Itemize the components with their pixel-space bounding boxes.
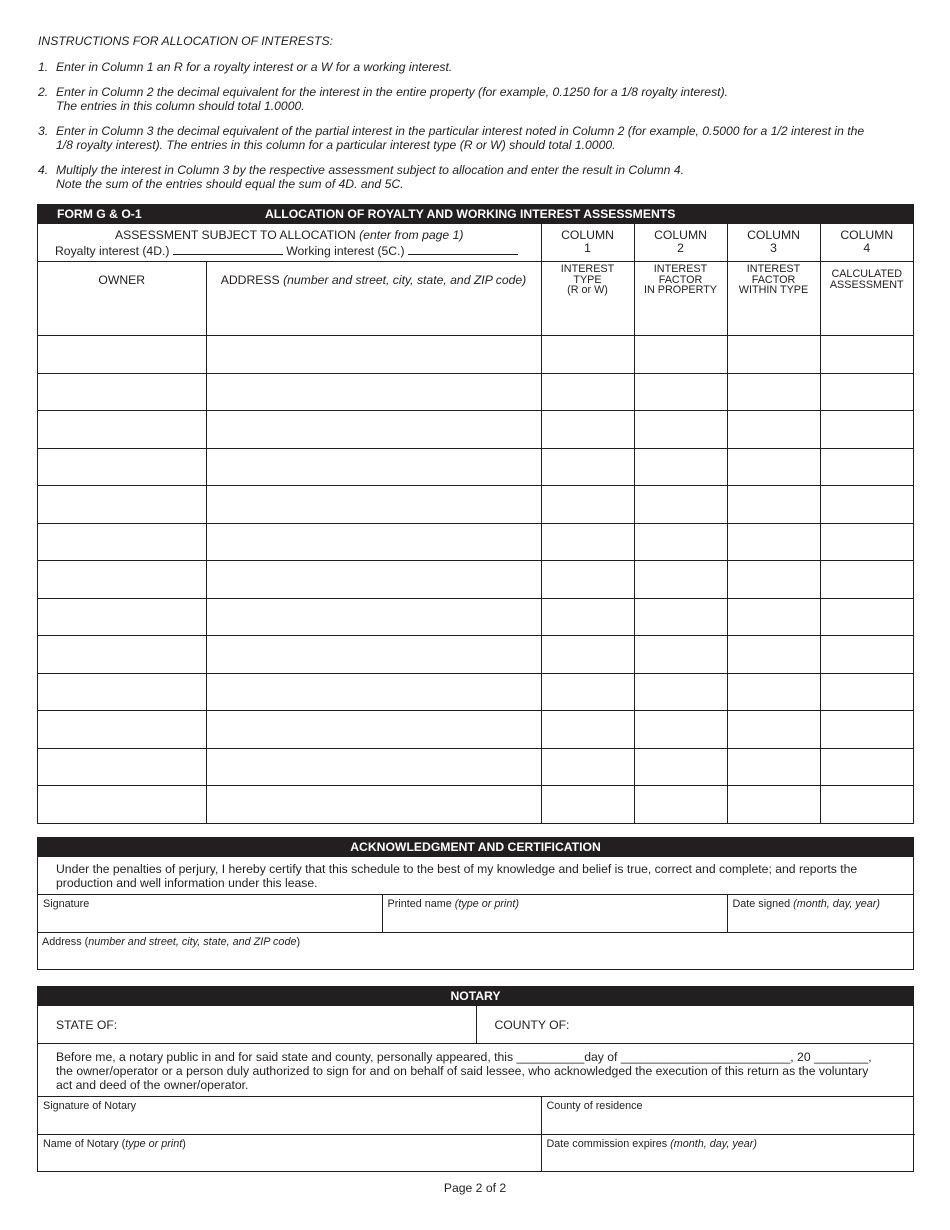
interest-factor-property-cell[interactable] — [634, 561, 727, 599]
owner-cell[interactable] — [38, 336, 206, 374]
column-3-header: COLUMN 3 — [727, 224, 820, 261]
calculated-assessment-cell[interactable] — [820, 373, 913, 411]
table-row — [38, 673, 913, 711]
notary-text: Before me, a notary public in and for said state and county, personally appeared, this __________day of _________________________, 20 ________, the owner/operator or a person duly authorized to sign for and on behalf of said lessee, who acknowledged the execution of this return as the voluntary act and deed of the owner/operator. — [38, 1043, 913, 1097]
calculated-assessment-cell[interactable] — [820, 786, 913, 824]
commission-expires-field[interactable]: Date commission expires (month, day, year) — [541, 1134, 915, 1171]
instruction-number: 3. — [38, 124, 49, 138]
instruction-text: Enter in Column 1 an R for a royalty interest or a W for a working interest. — [56, 60, 453, 74]
column-1-header: COLUMN 1 — [541, 224, 634, 261]
address-cell[interactable] — [206, 448, 541, 486]
calculated-assessment-cell[interactable] — [820, 486, 913, 524]
interest-factor-type-cell[interactable] — [727, 486, 820, 524]
owner-cell[interactable] — [38, 561, 206, 599]
owner-cell[interactable] — [38, 711, 206, 749]
table-row — [38, 598, 913, 636]
signature-label: Signature — [43, 898, 90, 910]
owner-cell[interactable] — [38, 673, 206, 711]
interest-factor-type-cell[interactable] — [727, 598, 820, 636]
owner-cell[interactable] — [38, 636, 206, 674]
interest-factor-type-cell[interactable] — [727, 411, 820, 449]
table-row — [38, 486, 913, 524]
interest-type-header: INTEREST TYPE (R or W) — [541, 261, 634, 298]
instructions — [38, 34, 918, 202]
owner-cell[interactable] — [38, 411, 206, 449]
owner-cell[interactable] — [38, 486, 206, 524]
interest-factor-property-cell[interactable] — [634, 598, 727, 636]
subject-hint: (enter from page 1) — [359, 228, 464, 242]
interest-factor-type-cell[interactable] — [727, 786, 820, 824]
interest-factor-property-cell[interactable] — [634, 448, 727, 486]
interest-type-cell[interactable] — [541, 373, 634, 411]
printed-name-field[interactable]: Printed name (type or print) — [382, 895, 727, 932]
interest-factor-type-cell[interactable] — [727, 336, 820, 374]
address-field[interactable]: Address (number and street, city, state, and ZIP code) — [38, 932, 913, 969]
address-cell[interactable] — [206, 748, 541, 786]
instruction-text: The entries in this column should total 1.0000. — [56, 99, 305, 113]
column-2-header: COLUMN 2 — [634, 224, 727, 261]
address-cell[interactable] — [206, 373, 541, 411]
address-cell[interactable] — [206, 411, 541, 449]
address-header: ADDRESS (number and street, city, state, and ZIP code) — [206, 261, 541, 298]
interest-factor-property-cell[interactable] — [634, 711, 727, 749]
interest-type-cell[interactable] — [541, 336, 634, 374]
owner-cell[interactable] — [38, 523, 206, 561]
assessment-subject-cell — [38, 224, 541, 261]
interest-factor-type-cell[interactable] — [727, 448, 820, 486]
interest-factor-type-cell[interactable] — [727, 748, 820, 786]
interest-factor-property-cell[interactable] — [634, 636, 727, 674]
interest-type-cell[interactable] — [541, 523, 634, 561]
owner-cell[interactable] — [38, 786, 206, 824]
subject-label: ASSESSMENT SUBJECT TO ALLOCATION — [115, 228, 356, 242]
interest-type-cell[interactable] — [541, 411, 634, 449]
instruction-number: 1. — [38, 60, 49, 74]
calculated-assessment-header: CALCULATED ASSESSMENT — [820, 261, 913, 298]
instruction-text: Multiply the interest in Column 3 by the respective assessment subject to allocation and enter the result in Column 4. — [56, 163, 684, 177]
calculated-assessment-cell[interactable] — [820, 448, 913, 486]
calculated-assessment-cell[interactable] — [820, 636, 913, 674]
interest-type-cell[interactable] — [541, 636, 634, 674]
owner-cell[interactable] — [38, 448, 206, 486]
table-row — [38, 298, 913, 336]
county-field[interactable]: COUNTY OF: — [476, 1006, 915, 1043]
interest-factor-type-cell[interactable] — [727, 298, 820, 336]
notary-signature-field[interactable]: Signature of Notary — [38, 1097, 541, 1134]
address-cell[interactable] — [206, 298, 541, 336]
interest-factor-property-cell[interactable] — [634, 523, 727, 561]
instruction-item — [38, 60, 918, 74]
acknowledgment-section — [37, 837, 914, 970]
instruction-text: 1/8 royalty interest). The entries in this column for a particular interest type (R or W) should total 1.0000. — [56, 138, 616, 152]
table-row — [38, 711, 913, 749]
calculated-assessment-cell[interactable] — [820, 298, 913, 336]
interest-factor-type-cell[interactable] — [727, 523, 820, 561]
instructions-title: INSTRUCTIONS FOR ALLOCATION OF INTERESTS: — [38, 34, 334, 48]
interest-type-cell[interactable] — [541, 298, 634, 336]
interest-type-cell[interactable] — [541, 448, 634, 486]
allocation-table — [38, 224, 913, 823]
notary-name-field[interactable]: Name of Notary (type or print) — [38, 1134, 541, 1171]
state-field[interactable]: STATE OF: — [38, 1006, 476, 1043]
instruction-item — [38, 85, 918, 113]
form-id: FORM G & O-1 — [57, 207, 142, 221]
calculated-assessment-cell[interactable] — [820, 711, 913, 749]
allocation-title: ALLOCATION OF ROYALTY AND WORKING INTEREST ASSESSMENTS — [265, 207, 676, 221]
allocation-rows — [38, 298, 913, 823]
table-row — [38, 448, 913, 486]
allocation-header-bar — [38, 205, 913, 224]
instruction-item — [38, 124, 918, 152]
table-row — [38, 523, 913, 561]
acknowledgment-text: Under the penalties of perjury, I hereby certify that this schedule to the best of my knowledge and belief is true, correct and complete; and reports the production and well information under this lease. — [38, 857, 913, 895]
notary-state-county-table — [38, 1006, 915, 1043]
table-row — [38, 748, 913, 786]
table-row — [38, 411, 913, 449]
interest-factor-type-cell[interactable] — [727, 373, 820, 411]
interest-type-cell[interactable] — [541, 673, 634, 711]
address-cell[interactable] — [206, 786, 541, 824]
notary-title: NOTARY — [38, 987, 913, 1006]
interest-factor-property-cell[interactable] — [634, 298, 727, 336]
address-cell[interactable] — [206, 561, 541, 599]
address-cell[interactable] — [206, 711, 541, 749]
owner-cell[interactable] — [38, 748, 206, 786]
table-row — [38, 786, 913, 824]
calculated-assessment-cell[interactable] — [820, 336, 913, 374]
interest-type-cell[interactable] — [541, 486, 634, 524]
calculated-assessment-cell[interactable] — [820, 673, 913, 711]
calculated-assessment-cell[interactable] — [820, 748, 913, 786]
interest-type-cell[interactable] — [541, 786, 634, 824]
instruction-text: Note the sum of the entries should equal the sum of 4D. and 5C. — [56, 177, 404, 191]
interest-factor-type-cell[interactable] — [727, 561, 820, 599]
signature-field[interactable] — [38, 895, 382, 932]
allocation-section — [37, 204, 914, 824]
address-cell[interactable] — [206, 673, 541, 711]
instruction-text: Enter in Column 3 the decimal equivalent of the partial interest in the particular interest noted in Column 2 (for example, 0.5000 for a 1/2 interest in the — [56, 124, 865, 138]
interest-factor-type-cell[interactable] — [727, 673, 820, 711]
instruction-item — [38, 163, 918, 191]
owner-header: OWNER — [38, 261, 206, 298]
table-row — [38, 636, 913, 674]
calculated-assessment-cell[interactable] — [820, 598, 913, 636]
royalty-interest-field[interactable] — [173, 244, 283, 255]
interest-factor-property-cell[interactable] — [634, 486, 727, 524]
instruction-text: Enter in Column 2 the decimal equivalent for the interest in the entire property (for example, 0.1250 for a 1/8 royalty interest). — [56, 85, 729, 99]
owner-cell[interactable] — [38, 373, 206, 411]
instruction-number: 4. — [38, 163, 49, 177]
owner-cell[interactable] — [38, 298, 206, 336]
interest-factor-property-header: INTEREST FACTOR IN PROPERTY — [634, 261, 727, 298]
date-signed-field[interactable]: Date signed (month, day, year) — [727, 895, 915, 932]
interest-type-cell[interactable] — [541, 561, 634, 599]
address-cell[interactable] — [206, 598, 541, 636]
acknowledgment-title: ACKNOWLEDGMENT AND CERTIFICATION — [38, 838, 913, 857]
interest-factor-property-cell[interactable] — [634, 786, 727, 824]
calculated-assessment-cell[interactable] — [820, 523, 913, 561]
address-cell[interactable] — [206, 486, 541, 524]
page-number: Page 2 of 2 — [443, 1181, 507, 1195]
royalty-interest-label: Royalty interest (4D.) — [55, 244, 170, 258]
notary-signature-table — [38, 1097, 915, 1171]
calculated-assessment-cell[interactable] — [820, 411, 913, 449]
table-row — [38, 561, 913, 599]
acknowledgment-signature-table — [38, 895, 915, 932]
address-cell[interactable] — [206, 523, 541, 561]
interest-type-cell[interactable] — [541, 711, 634, 749]
working-interest-label: Working interest (5C.) — [286, 244, 405, 258]
interest-factor-property-cell[interactable] — [634, 336, 727, 374]
table-row — [38, 373, 913, 411]
working-interest-field[interactable] — [408, 244, 518, 255]
interest-factor-property-cell[interactable] — [634, 673, 727, 711]
interest-type-cell[interactable] — [541, 598, 634, 636]
instruction-number: 2. — [38, 85, 49, 99]
interest-factor-property-cell[interactable] — [634, 411, 727, 449]
address-cell[interactable] — [206, 636, 541, 674]
address-cell[interactable] — [206, 336, 541, 374]
owner-cell[interactable] — [38, 598, 206, 636]
calculated-assessment-cell[interactable] — [820, 561, 913, 599]
interest-factor-type-cell[interactable] — [727, 711, 820, 749]
interest-factor-property-cell[interactable] — [634, 373, 727, 411]
interest-factor-property-cell[interactable] — [634, 748, 727, 786]
notary-section — [37, 986, 914, 1172]
county-of-residence-field[interactable]: County of residence — [541, 1097, 915, 1134]
column-4-header: COLUMN 4 — [820, 224, 913, 261]
table-row — [38, 336, 913, 374]
interest-factor-type-cell[interactable] — [727, 636, 820, 674]
interest-type-cell[interactable] — [541, 748, 634, 786]
interest-factor-type-header: INTEREST FACTOR WITHIN TYPE — [727, 261, 820, 298]
